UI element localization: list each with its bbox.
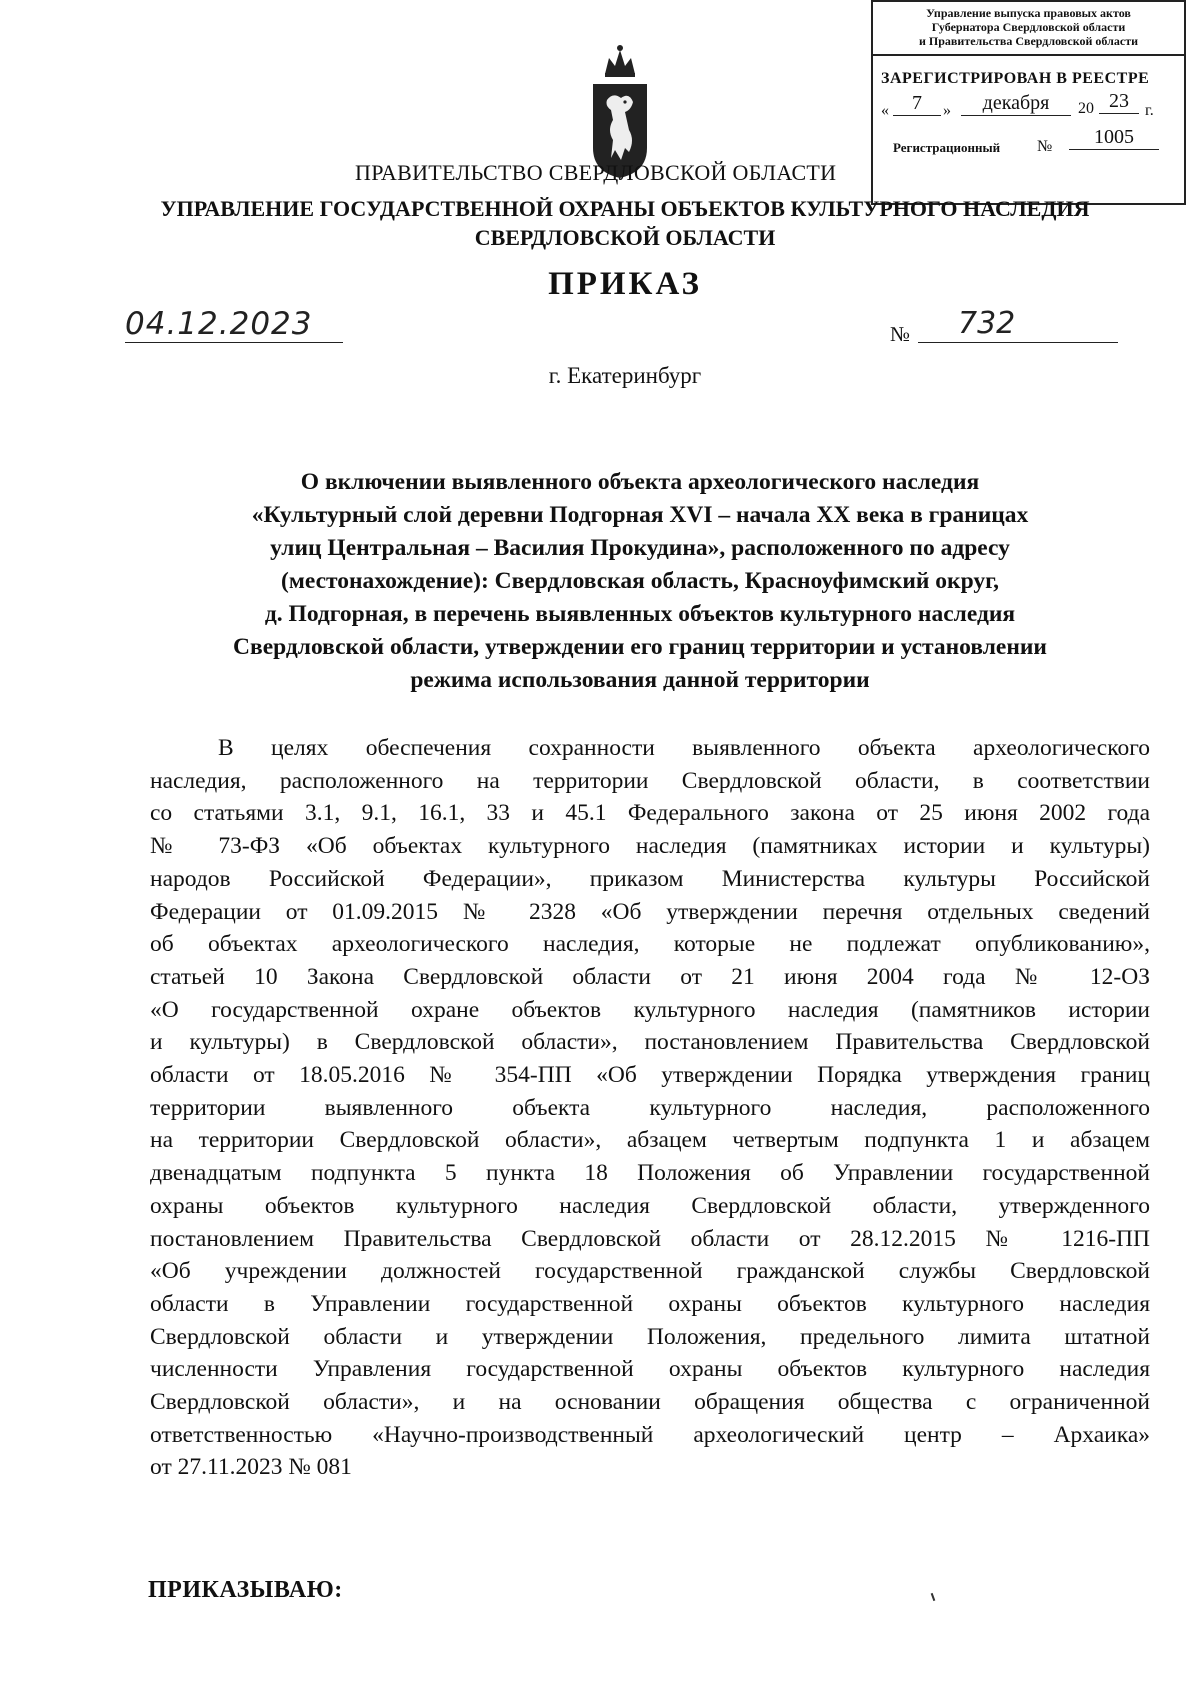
stamp-no-sign: № bbox=[1037, 138, 1053, 155]
body-line: народов Российской Федерации», приказом Министерства культуры Российской bbox=[150, 865, 1150, 892]
department-name-line1: УПРАВЛЕНИЕ ГОСУДАРСТВЕННОЙ ОХРАНЫ ОБЪЕКТОВ КУЛЬТУРНОГО НАСЛЕДИЯ bbox=[160, 196, 1090, 221]
subject-line: д. Подгорная, в перечень выявленных объектов культурного наследия bbox=[264, 601, 1016, 627]
subject-line: режима использования данной территории bbox=[410, 667, 870, 693]
order-number-label: № bbox=[890, 322, 911, 346]
body-line: численности Управления государственной охраны объектов культурного наследия bbox=[150, 1356, 1150, 1383]
body-line: «Об учреждении должностей государственной гражданской службы Свердловской bbox=[150, 1258, 1150, 1285]
document-type-title: ПРИКАЗ bbox=[548, 266, 702, 302]
body-line: Свердловской области», и на основании обращения общества с ограниченной bbox=[150, 1389, 1150, 1416]
government-name: ПРАВИТЕЛЬСТВО СВЕРДЛОВСКОЙ ОБЛАСТИ bbox=[355, 160, 837, 185]
subject-line: О включении выявленного объекта археологического наследия bbox=[300, 469, 980, 495]
subject-line: «Культурный слой деревни Подгорная XVI – начала XX века в границах bbox=[251, 502, 1029, 528]
order-date: 04.12.2023 bbox=[125, 306, 343, 343]
stamp-registered-label: ЗАРЕГИСТРИРОВАН В РЕЕСТРЕ bbox=[881, 70, 1150, 87]
subject-line: улиц Центральная – Василия Прокудина», расположенного по адресу bbox=[270, 535, 1010, 561]
body-line: наследия, расположенного на территории Свердловской области, в соответствии bbox=[150, 767, 1150, 794]
stamp-header-line: Губернатора Свердловской области bbox=[931, 20, 1126, 34]
stamp-year-prefix: 20 bbox=[1078, 100, 1094, 117]
body-line: территории выявленного объекта культурного наследия, расположенного bbox=[150, 1094, 1150, 1121]
stamp-registration-number bbox=[873, 126, 1184, 166]
order-number: 732 bbox=[918, 306, 1118, 343]
body-line: на территории Свердловской области», абзацем четвертым подпункта 1 и абзацем bbox=[150, 1127, 1150, 1154]
stamp-reg-number: 1005 bbox=[1069, 126, 1159, 150]
body-line: со статьями 3.1, 9.1, 16.1, 33 и 45.1 Федерального закона от 25 июня 2002 года bbox=[150, 800, 1150, 827]
body-line: и культуры) в Свердловской области», постановлением Правительства Свердловской bbox=[150, 1029, 1150, 1056]
department-name-line2: СВЕРДЛОВСКОЙ ОБЛАСТИ bbox=[474, 225, 776, 250]
body-line: Свердловской области и утверждении Положения, предельного лимита штатной bbox=[150, 1323, 1150, 1350]
order-command: ПРИКАЗЫВАЮ: bbox=[148, 1577, 343, 1603]
body-line: области от 18.05.2016 № 354-ПП «Об утверждении Порядка утверждения границ bbox=[150, 1062, 1150, 1089]
stamp-header-line: Управление выпуска правовых актов bbox=[926, 6, 1131, 20]
coat-of-arms-emblem bbox=[585, 40, 655, 180]
stamp-date bbox=[873, 88, 1184, 126]
subject-line: (местонахождение): Свердловская область, Красноуфимский округ, bbox=[281, 568, 999, 594]
body-line: «О государственной охране объектов культурного наследия (памятников истории bbox=[150, 996, 1150, 1023]
stamp-header bbox=[873, 2, 1184, 56]
body-line: охраны объектов культурного наследия Свердловской области, утвержденного bbox=[150, 1192, 1150, 1219]
stamp-reg-label: Регистрационный bbox=[893, 140, 1001, 155]
body-line: статьей 10 Закона Свердловской области от 21 июня 2004 года № 12-ОЗ bbox=[150, 963, 1150, 990]
body-line: от 27.11.2023 № 081 bbox=[150, 1454, 352, 1481]
body-line: об объектах археологического наследия, которые не подлежат опубликованию», bbox=[150, 931, 1150, 958]
stamp-year-suffix: 23 bbox=[1099, 90, 1139, 114]
stamp-header-line: и Правительства Свердловской области bbox=[919, 34, 1138, 48]
preamble-paragraph bbox=[150, 732, 1150, 1484]
body-line: № 73-ФЗ «Об объектах культурного наследия (памятниках истории и культуры) bbox=[150, 833, 1150, 860]
order-subject bbox=[150, 466, 1130, 697]
registry-stamp bbox=[871, 0, 1186, 205]
scan-mark bbox=[931, 1593, 936, 1601]
stamp-quote-close: » bbox=[943, 102, 951, 119]
city-location: г. Екатеринбург bbox=[548, 363, 702, 388]
body-line: постановлением Правительства Свердловской области от 28.12.2015 № 1216-ПП bbox=[150, 1225, 1150, 1252]
stamp-year-unit: г. bbox=[1145, 102, 1154, 119]
stamp-month: декабря bbox=[961, 92, 1071, 116]
body-line: области в Управлении государственной охраны объектов культурного наследия bbox=[150, 1290, 1150, 1317]
stamp-day: 7 bbox=[893, 92, 941, 116]
body-line: В целях обеспечения сохранности выявленного объекта археологического bbox=[218, 735, 1150, 761]
body-line: ответственностью «Научно-производственный археологический центр – Архаика» bbox=[150, 1421, 1150, 1448]
subject-line: Свердловской области, утверждении его границ территории и установлении bbox=[233, 634, 1047, 660]
stamp-quote-open: « bbox=[881, 102, 889, 119]
body-line: двенадцатым подпункта 5 пункта 18 Положения об Управлении государственной bbox=[150, 1160, 1150, 1187]
body-line: Федерации от 01.09.2015 № 2328 «Об утверждении перечня отдельных сведений bbox=[150, 898, 1150, 925]
